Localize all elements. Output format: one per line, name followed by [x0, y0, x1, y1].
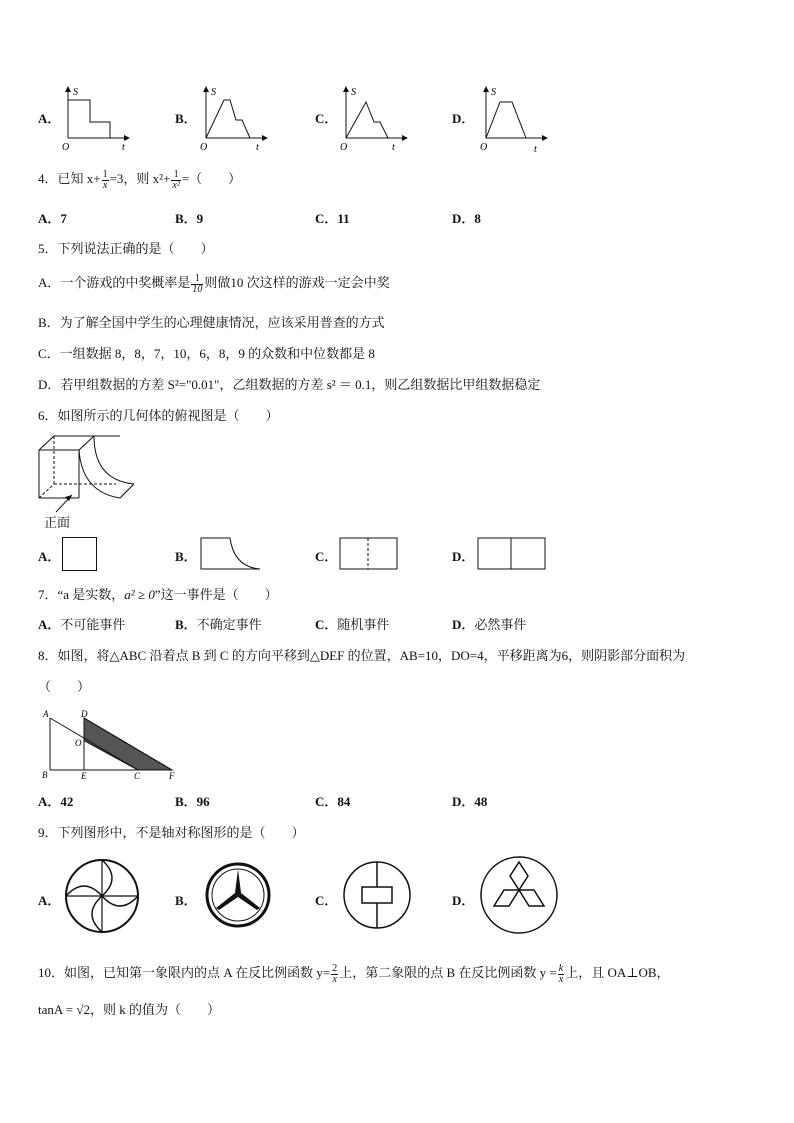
- q6-option-a-label[interactable]: A．: [38, 549, 61, 564]
- q8-option-c[interactable]: C．84: [315, 794, 351, 809]
- q3-a-origin: O: [62, 142, 70, 153]
- q3-option-a-label[interactable]: A．: [38, 111, 61, 126]
- q3-d-origin: O: [480, 142, 488, 153]
- q9-option-b-figure[interactable]: [205, 862, 271, 928]
- q5-a-fraction: $\frac{1}{10}$: [192, 272, 203, 295]
- q8-point-f: F: [169, 771, 175, 781]
- q9-option-a-label[interactable]: A．: [38, 893, 61, 908]
- q6-front-label: 正面: [44, 516, 71, 531]
- q8-stem-line2: （ ）: [38, 679, 91, 694]
- q8-point-d: D: [81, 709, 88, 719]
- q6-option-d-view[interactable]: [477, 537, 547, 571]
- q3-a-axis-s: S: [73, 87, 78, 98]
- q3-graph-a: [62, 84, 132, 154]
- q3-graph-b: [200, 84, 270, 154]
- q4-option-b[interactable]: B．9: [175, 211, 204, 226]
- q4-fraction-2: $\frac{1}{\text{x²}}$: [172, 168, 180, 191]
- q8-option-b[interactable]: B．96: [175, 794, 210, 809]
- q3-option-b-label[interactable]: B．: [175, 111, 197, 126]
- q9-stem: 9．下列图形中，不是轴对称图形的是（ ）: [38, 825, 305, 840]
- q4-option-c[interactable]: C．11: [315, 211, 350, 226]
- q5-option-b[interactable]: B．为了解全国中学生的心理健康情况，应该采用普查的方式: [38, 315, 385, 330]
- q7-option-d[interactable]: D．必然事件: [452, 617, 527, 632]
- q8-stem-line1: 8．如图，将△ABC 沿着点 B 到 C 的方向平移到△DEF 的位置，AB=10，DO=4，平移距离为6，则阴影部分面积为: [38, 648, 686, 663]
- q3-d-axis-t: t: [534, 144, 537, 155]
- q8-option-d[interactable]: D．48: [452, 794, 488, 809]
- q6-option-c-label[interactable]: C．: [315, 549, 338, 564]
- q4-fraction-1: $\frac{1}{x}$: [102, 168, 108, 191]
- q7-stem: 7．“a 是实数，a² ≥ 0”这一事件是（ ）: [38, 587, 278, 602]
- q5-stem: 5．下列说法正确的是（ ）: [38, 241, 214, 256]
- q3-graph-d: [480, 84, 550, 154]
- q3-graph-c: [340, 84, 410, 154]
- q7-option-b[interactable]: B．不确定事件: [175, 617, 262, 632]
- q3-c-axis-t: t: [392, 142, 395, 153]
- q3-d-axis-s: S: [491, 87, 496, 98]
- q5-option-d[interactable]: D．若甲组数据的方差 S²="0.01"，乙组数据的方差 s² ＝ 0.1，则乙组数据比甲组数据稳定: [38, 377, 541, 392]
- q5-option-a[interactable]: A．一个游戏的中奖概率是 $\frac{1}{10}$ 则做10 次这样的游戏一定会中奖: [38, 272, 390, 295]
- q9-option-d-label[interactable]: D．: [452, 893, 475, 908]
- q6-option-b-view[interactable]: [200, 537, 262, 571]
- q6-stem: 6．如图所示的几何体的俯视图是（ ）: [38, 408, 279, 423]
- q3-a-axis-t: t: [122, 142, 125, 153]
- q4-option-a[interactable]: A．7: [38, 211, 67, 226]
- q6-option-c-view[interactable]: [339, 537, 399, 571]
- q3-option-c-label[interactable]: C．: [315, 111, 338, 126]
- q3-c-origin: O: [340, 142, 348, 153]
- q10-line2: tanA = √2，则 k 的值为（ ）: [38, 1002, 221, 1017]
- q4-middle: =3，则 x²+: [109, 171, 171, 186]
- q6-option-a-view[interactable]: [62, 537, 97, 571]
- q4-suffix: =（ ）: [181, 171, 242, 186]
- q9-option-d-figure[interactable]: [478, 854, 560, 936]
- q8-point-o: O: [75, 738, 82, 748]
- q4-option-d[interactable]: D．8: [452, 211, 481, 226]
- q3-b-axis-s: S: [211, 87, 216, 98]
- q8-triangle-figure: [38, 708, 188, 780]
- q7-expression: a² ≥ 0: [124, 587, 155, 602]
- q10-fraction-2: $\frac{k}{x}$: [558, 962, 564, 985]
- q8-point-a: A: [43, 709, 49, 719]
- q3-c-axis-s: S: [351, 87, 356, 98]
- q8-point-b: B: [42, 770, 48, 780]
- q3-b-axis-t: t: [256, 142, 259, 153]
- q8-point-e: E: [81, 771, 87, 781]
- q6-option-d-label[interactable]: D．: [452, 549, 475, 564]
- q3-b-origin: O: [200, 142, 208, 153]
- q8-point-c: C: [134, 771, 141, 781]
- q9-option-c-label[interactable]: C．: [315, 893, 338, 908]
- q7-option-c[interactable]: C．随机事件: [315, 617, 390, 632]
- q9-option-b-label[interactable]: B．: [175, 893, 197, 908]
- q8-option-a[interactable]: A．42: [38, 794, 74, 809]
- q9-option-a-figure[interactable]: [64, 858, 140, 934]
- q5-option-c[interactable]: C．一组数据 8，8，7，10，6，8，9 的众数和中位数都是 8: [38, 346, 375, 361]
- q4-prefix: 4．已知 x+: [38, 171, 101, 186]
- q10-fraction-1: $\frac{2}{x}$: [332, 962, 338, 985]
- q4-stem: [38, 168, 241, 191]
- q10-line1: 10．如图，已知第一象限内的点 A 在反比例函数 y= $\frac{2}{x}$ 上，第二象限的点 B 在反比例函数 y = $\frac{k}{x}$ 上，且 OA⊥OB，: [38, 962, 670, 985]
- q7-option-a[interactable]: A．不可能事件: [38, 617, 126, 632]
- q6-option-b-label[interactable]: B．: [175, 549, 197, 564]
- q9-option-c-figure[interactable]: [342, 860, 412, 930]
- q3-option-d-label[interactable]: D．: [452, 111, 475, 126]
